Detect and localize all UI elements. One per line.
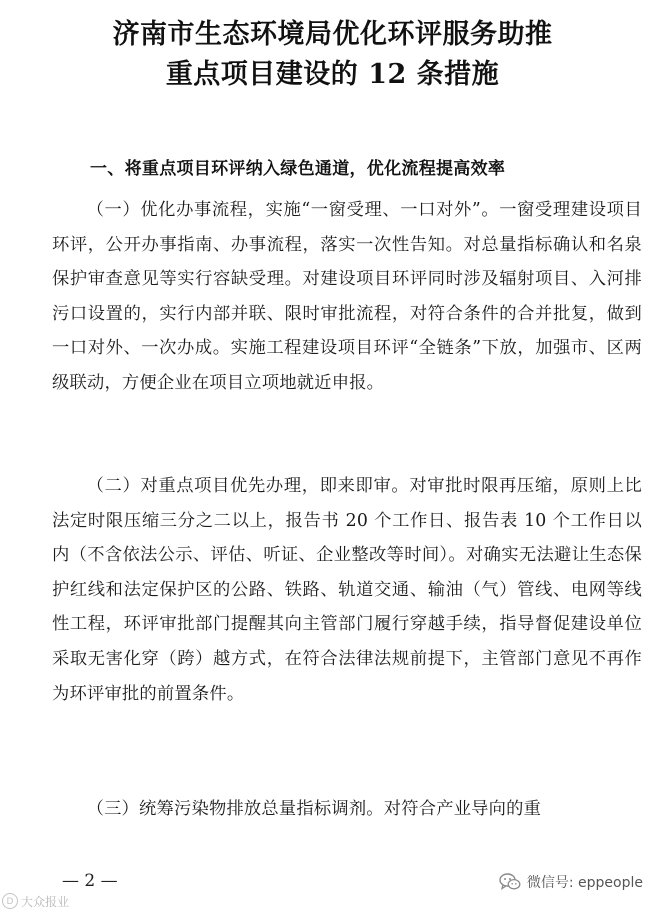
watermark-text: 大众报业 (21, 894, 70, 909)
wechat-icon (499, 873, 521, 891)
wechat-label: 微信号: eppeople (526, 875, 643, 891)
watermark-logo-icon: D (2, 893, 18, 909)
source-watermark (2, 891, 69, 911)
paragraph-2: （二）对重点项目优先办理，即来即审。对审批时限再压缩，原则上比法定时限压缩三分之二以上，报告书 20 个工作日、报告表 10 个工作日以内（不含依法公示、评估、听证、企业整改等时间）。对确实无法避让生态保护红线和法定保护区的公路、铁路、轨道交通、输油（气）管线、电网等线性工程，环评审批部门提醒其向主管部门履行穿越手续，指导督促建设单位采取无害化穿（跨）越方式，在符合法律法规前提下，主管部门意见不再作为环评审批的前置条件。 (52, 476, 642, 704)
page-number: — 2 — (62, 871, 118, 891)
paragraph-3: （三）统筹污染物排放总量指标调剂。对符合产业导向的重 (86, 799, 542, 819)
document-title-line-1: 济南市生态环境局优化环评服务助推 (112, 19, 553, 50)
paragraph-1: （一）优化办事流程，实施“一窗受理、一口对外”。一窗受理建设项目环评，公开办事指南、办事流程，落实一次性告知。对总量指标确认和名泉保护审查意见等实行容缺受理。对建设项目环评同时涉及辐射项目、入河排污口设置的，实行内部并联、限时审批流程，对符合条件的合并批复，做到一口对外、一次办成。实施工程建设项目环评“全链条”下放，加强市、区两级联动，方便企业在项目立项地就近申报。 (52, 200, 642, 393)
document-title-line-2: 重点项目建设的 12 条措施 (165, 59, 500, 90)
section-heading: 一、将重点项目环评纳入绿色通道，优化流程提高效率 (90, 159, 506, 179)
wechat-account (499, 872, 643, 892)
